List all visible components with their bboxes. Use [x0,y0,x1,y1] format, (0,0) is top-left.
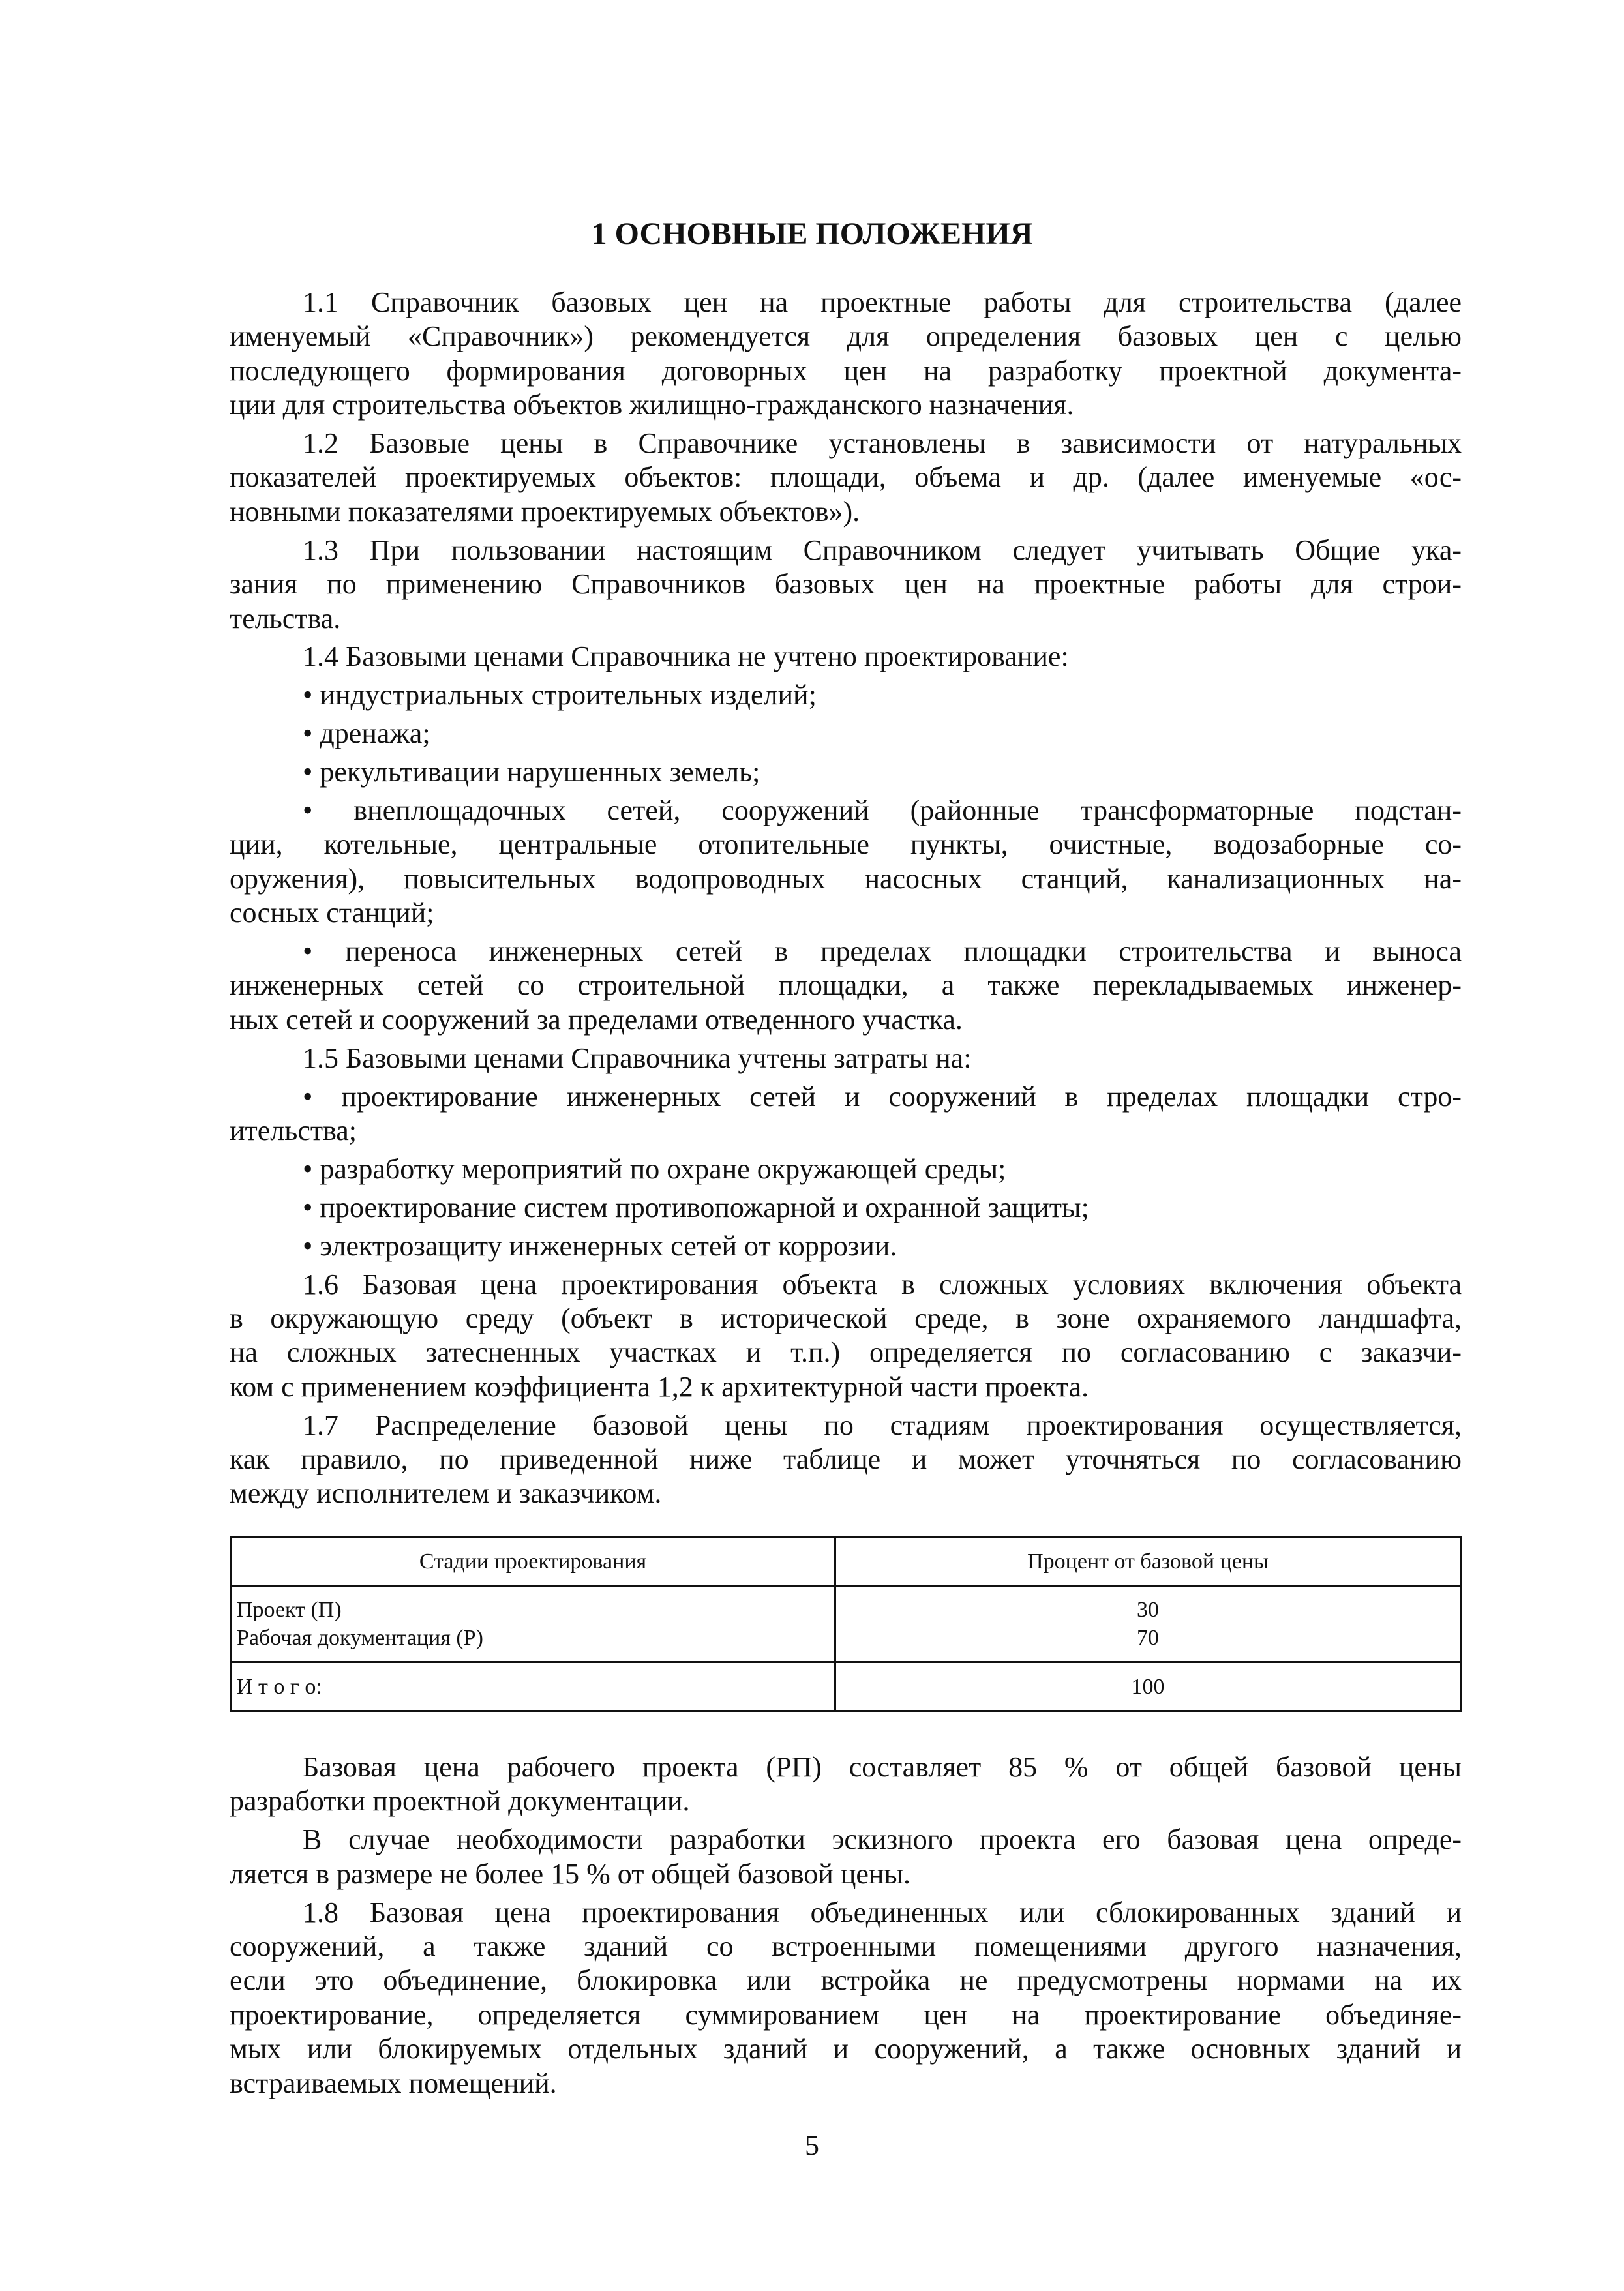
text-line: сооружений, а также зданий со встроенными помещениями другого назначения, [230,1930,1462,1962]
paragraph [230,1823,1462,1891]
paragraph [230,935,1462,1037]
paragraph [230,1896,1462,2101]
body-text-bottom [230,1750,1462,2104]
paragraph [230,427,1462,529]
text-line: если это объединение, блокировка или встройка не предусмотрены нормами на их [230,1964,1462,1997]
table-header-row [231,1537,1461,1586]
text-line: зания по применению Справочников базовых цен на проектные работы для строи- [230,568,1462,601]
text-line: именуемый «Справочник») рекомендуется для определения базовых цен с целью [230,320,1462,353]
text-line: разработки проектной документации. [230,1785,690,1818]
paragraph [230,1152,1462,1186]
stage-name: Проект (П) [237,1598,342,1622]
text-line: ции для строительства объектов жилищно-гражданского назначения. [230,389,1074,421]
body-text-top [230,286,1462,1515]
text-line: на сложных затесненных участках и т.п.) определяется по согласованию с заказчи- [230,1336,1462,1369]
text-line: 1.8 Базовая цена проектирования объединенных или сблокированных зданий и [303,1896,1462,1928]
paragraph [230,1041,1462,1075]
text-line: оружения), повысительных водопроводных насосных станций, канализационных на- [230,862,1462,895]
stages-table [230,1536,1462,1712]
text-line: • дренажа; [303,717,430,750]
paragraph [230,717,1462,751]
text-line: 1.3 При пользовании настоящим Справочником следует учитывать Общие ука- [303,533,1462,566]
total-value: 100 [835,1662,1461,1711]
paragraph [230,755,1462,789]
section-title: 1 ОСНОВНЫЕ ПОЛОЖЕНИЯ [591,217,1033,251]
text-line: • индустриальных строительных изделий; [303,679,817,711]
paragraph [230,1409,1462,1511]
paragraph [230,1268,1462,1405]
text-line: 1.5 Базовыми ценами Справочника учтены затраты на: [303,1041,972,1074]
text-line: • проектирование систем противопожарной и охранной защиты; [303,1191,1089,1223]
text-line: проектирование, определяется суммированием цен на проектирование объединяе- [230,1998,1462,2031]
text-line: мых или блокируемых отдельных зданий и сооружений, а также основных зданий и [230,2033,1462,2065]
text-line: последующего формирования договорных цен на разработку проектной документа- [230,354,1462,387]
text-line: новными показателями проектируемых объектов»). [230,495,860,528]
text-line: ляется в размере не более 15 % от общей базовой цены. [230,1857,911,1890]
text-line: сосных станций; [230,897,434,929]
text-line: ительства; [230,1114,357,1146]
text-line: 1.4 Базовыми ценами Справочника не учтено проектирование: [303,640,1069,673]
paragraph [230,1229,1462,1263]
text-line: встраиваемых помещений. [230,2067,557,2099]
page-number: 5 [805,2129,819,2161]
text-line: 1.6 Базовая цена проектирования объекта в сложных условиях включения объекта [303,1268,1462,1300]
text-line: инженерных сетей со строительной площадки, а также перекладываемых инженер- [230,969,1462,1002]
paragraph [230,533,1462,636]
percent-cell [835,1586,1461,1662]
percent-value: 70 [1137,1626,1159,1650]
paragraph [230,1080,1462,1148]
text-line: тельства. [230,602,341,635]
text-line: • внеплощадочных сетей, сооружений (районные трансформаторные подстан- [303,794,1462,826]
paragraph [230,286,1462,423]
text-line: В случае необходимости разработки эскизного проекта его базовая цена опреде- [303,1823,1462,1856]
text-line: 1.2 Базовые цены в Справочнике установлены в зависимости от натуральных [303,427,1462,460]
paragraph [230,1750,1462,1819]
paragraph [230,794,1462,931]
text-line: • переноса инженерных сетей в пределах площадки строительства и выноса [303,935,1462,968]
total-label: И т о г о: [231,1662,835,1711]
paragraph [230,1191,1462,1225]
stage-cell [231,1586,835,1662]
table-row [231,1586,1461,1662]
text-line: Базовая цена рабочего проекта (РП) составляет 85 % от общей базовой цены [303,1751,1462,1783]
header-percent: Процент от базовой цены [835,1537,1461,1586]
percent-value: 30 [1137,1598,1159,1622]
text-line: • рекультивации нарушенных земель; [303,756,760,788]
text-line: • проектирование инженерных сетей и сооружений в пределах площадки стро- [303,1080,1462,1113]
text-line: показателей проектируемых объектов: площади, объема и др. (далее именуемые «ос- [230,461,1462,494]
text-line: ных сетей и сооружений за пределами отведенного участка. [230,1003,963,1036]
text-line: как правило, по приведенной ниже таблице и может уточняться по согласованию [230,1443,1462,1475]
text-line: ции, котельные, центральные отопительные пункты, очистные, водозаборные со- [230,828,1462,861]
stage-name: Рабочая документация (Р) [237,1626,483,1650]
text-line: 1.1 Справочник базовых цен на проектные работы для строительства (далее [303,286,1462,318]
paragraph [230,678,1462,712]
paragraph [230,640,1462,674]
text-line: • электрозащиту инженерных сетей от коррозии. [303,1229,897,1262]
table-total-row [231,1662,1461,1711]
text-line: • разработку мероприятий по охране окружающей среды; [303,1152,1006,1185]
text-line: ком с применением коэффициента 1,2 к архитектурной части проекта. [230,1370,1089,1403]
text-line: между исполнителем и заказчиком. [230,1477,662,1510]
text-line: 1.7 Распределение базовой цены по стадиям проектирования осуществляется, [303,1409,1462,1441]
header-stage: Стадии проектирования [231,1537,835,1586]
text-line: в окружающую среду (объект в исторической среде, в зоне охраняемого ландшафта, [230,1302,1462,1334]
